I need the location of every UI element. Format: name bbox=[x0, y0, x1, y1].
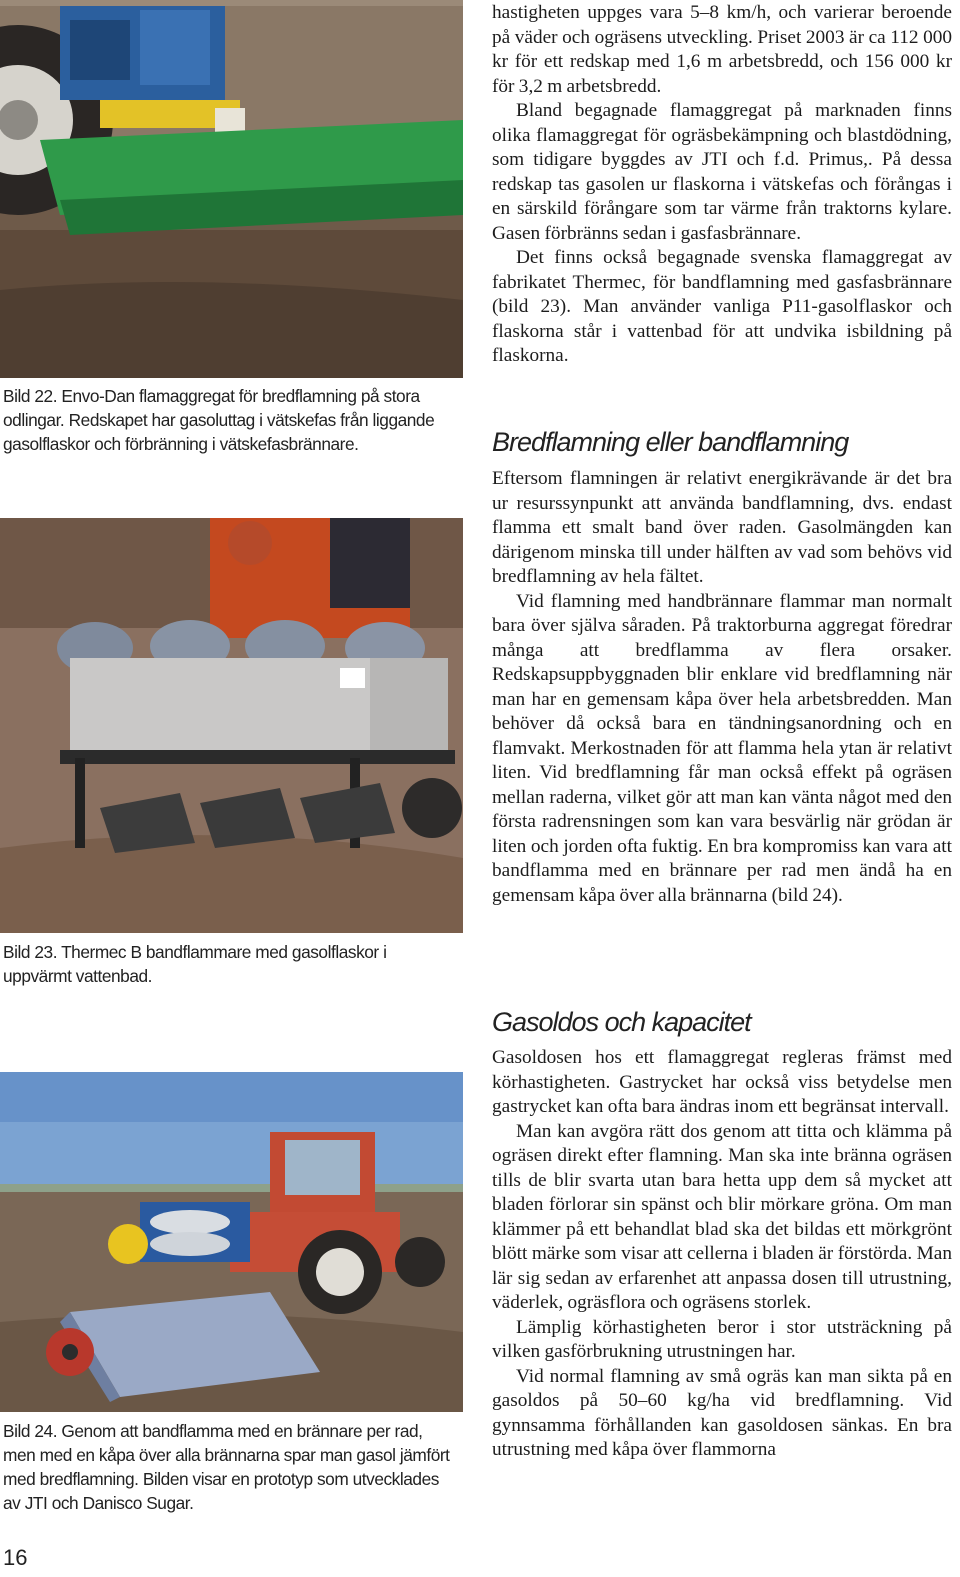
body-paragraph: Lämplig körhastigheten beror i stor utsträckning på vilken gasförbrukning utrustningen har. bbox=[492, 1316, 952, 1362]
section-heading: Bredflamning eller bandflamning bbox=[492, 427, 849, 457]
photo-envo-dan-flame-weeder bbox=[0, 0, 463, 378]
body-paragraph: Vid flamning med handbrännare flammar man normalt bara över själva såraden. På traktorburna aggregat föredrar många att bredflamma av flera orsaker. Redskapsuppbyggnaden blir enklare vid bredflamning när man har en gemensam kåpa över hela arbetsbredden. Man behöver då också bara en tändningsanordning och en flamvakt. Merkostnaden för att flamma hela ytan är relativt liten. Vid bredflamning får man också effekt på ogräsen mellan raderna, vilket gör att man kan vänta något med den första radrensningen som kan vara besvärlig när grödan är liten och jorden ofta fuktig. En bra kompromiss kan vara att bandflamma med en brännare per rad men ändå ha en gemensam kåpa över alla brännarna (bild 24). bbox=[492, 590, 952, 906]
figure-caption-23: Bild 23. Thermec B bandflammare med gasolflaskor i uppvärmt vattenbad. bbox=[3, 942, 387, 986]
photo-jti-prototype-tractor bbox=[0, 1072, 463, 1412]
body-paragraph: Bland begagnade flamaggregat på marknaden finns olika flamaggregat för ogräsbekämpning och blastdödning, som tidigare byggdes av JTI och f.d. Primus,. På dessa redskap tas gasolen ur flaskorna i vätskefas och förångas i en särskild förångare som tar värme från traktorns kylare. Gasen förbränns sedan i gasfasbrännare. bbox=[492, 100, 952, 244]
photo-thermec-band-flamer bbox=[0, 518, 463, 933]
body-paragraph: Vid normal flamning av små ogräs kan man sikta på en gasoldos på 50–60 kg/ha vid bredflamning. Vid gynnsamma förhållanden kan gasoldosen sänkas. En bra utrustning med kåpa över flammorna bbox=[492, 1365, 952, 1460]
section-heading: Gasoldos och kapacitet bbox=[492, 1007, 751, 1037]
body-paragraph: Det finns också begagnade svenska flamaggregat av fabrikatet Thermec, för bandflamning med gasfasbrännare (bild 23). Man använder vanliga P11-gasolflaskor och flaskorna står i vattenbad för att undvika isbildning på flaskorna. bbox=[492, 247, 952, 366]
body-paragraph: Gasoldosen hos ett flamaggregat regleras främst med körhastigheten. Gastrycket har också viss betydelse men gastrycket kan ofta bara ändras inom ett begränsat intervall. bbox=[492, 1047, 952, 1117]
figure-caption-24: Bild 24. Genom att bandflamma med en brännare per rad, men med en kåpa över alla brännarna spar man gasol jämfört med bredflamning. Bilden visar en prototyp som utvecklades av JTI och Danisco Sugar. bbox=[3, 1421, 450, 1513]
figure-caption-22: Bild 22. Envo-Dan flamaggregat för bredflamning på stora odlingar. Redskapet har gasoluttag i vätskefas från liggande gasolflaskor och förbränning i vätskefasbrännare. bbox=[3, 386, 435, 454]
intro-text-block bbox=[492, 1, 952, 369]
section-text-block bbox=[492, 467, 952, 908]
body-paragraph: Man kan avgöra rätt dos genom att titta och klämma på ogräsen direkt efter flamning. Man ska inte bränna ogräsen tills de blir svarta utan bara hetta upp dem så mycket att bladen förlorar sin spänst och blir mörkare gröna. Om man klämmer på ett behandlat blad ska det bildas ett mörkgrönt blött märke som visar att cellerna i bladen är förstörda. Man lär sig sedan av erfarenhet att anpassa dosen till utrustning, väderlek, ogräsflora och ogräsens storlek. bbox=[492, 1120, 952, 1313]
section-text-block bbox=[492, 1046, 952, 1463]
body-paragraph: Eftersom flamningen är relativt energikrävande är det bra ur resurssynpunkt att använda bandflamning, dvs. endast flamma ett smalt band över raden. Gasolmängden kan därigenom minska till under hälften av vad som behövs vid bredflamning av hela fältet. bbox=[492, 468, 952, 587]
body-paragraph: hastigheten uppges vara 5–8 km/h, och varierar beroende på väder och ogräsens utveckling. Priset 2003 är ca 112 000 kr för ett redskap med 1,6 m arbetsbredd, och 156 000 kr för 3,2 m arbetsbredd. bbox=[492, 2, 952, 97]
page-number: 16 bbox=[3, 1545, 28, 1570]
